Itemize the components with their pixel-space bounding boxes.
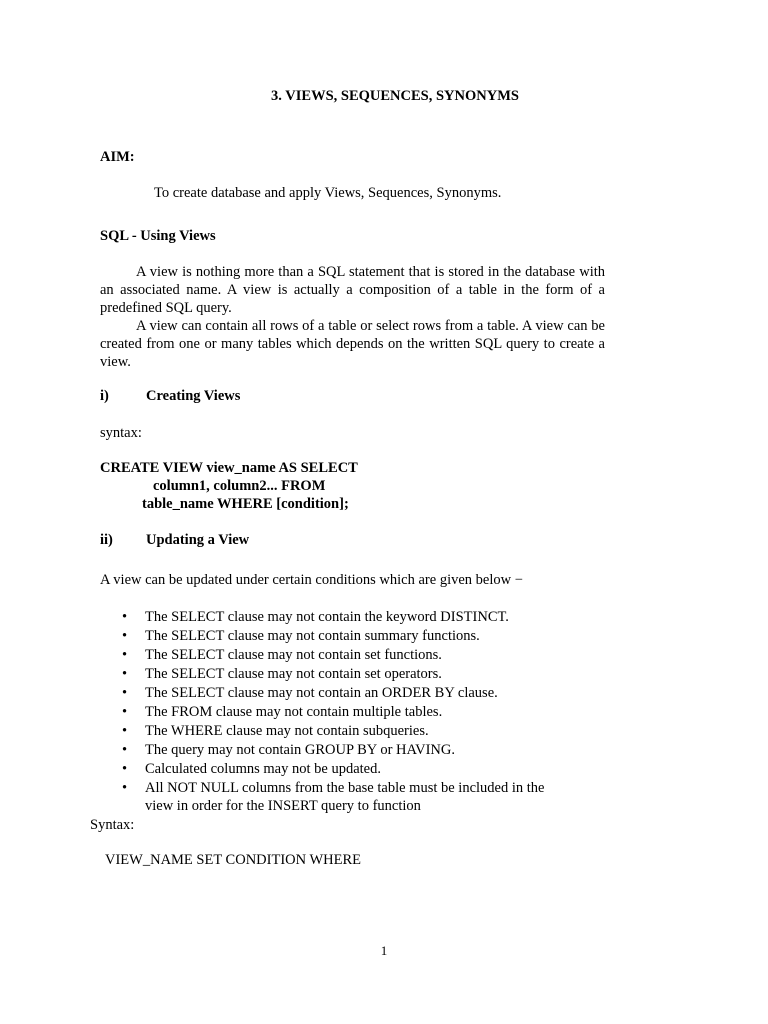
list-item	[100, 703, 585, 722]
list-item	[100, 760, 585, 779]
bullet: •	[122, 628, 128, 644]
syntax-label: syntax:	[100, 425, 142, 441]
list-item	[100, 684, 585, 703]
section-heading: SQL - Using Views	[100, 228, 216, 244]
list-item-text: All NOT NULL columns from the base table must be included in the view in order for the INSERT query to function	[145, 780, 545, 814]
updating-intro: A view can be updated under certain conditions which are given below −	[100, 572, 523, 588]
list-item	[100, 646, 585, 665]
bullet: •	[122, 780, 128, 796]
list-item	[100, 741, 585, 760]
bullet: •	[122, 609, 128, 625]
creating-heading: Creating Views	[146, 388, 241, 404]
page-number: 1	[380, 943, 388, 958]
list-item	[100, 608, 585, 627]
page-title: 3. VIEWS, SEQUENCES, SYNONYMS	[271, 88, 519, 104]
bullet: •	[122, 742, 128, 758]
aim-text: To create database and apply Views, Sequences, Synonyms.	[154, 185, 502, 201]
intro-paragraphs	[100, 263, 605, 371]
list-item-text: Calculated columns may not be updated.	[145, 761, 381, 777]
code-line: table_name WHERE [condition];	[142, 496, 349, 512]
list-item-text: The SELECT clause may not contain the keyword DISTINCT.	[145, 609, 509, 625]
syntax-label-2: Syntax:	[90, 817, 135, 833]
bullet: •	[122, 685, 128, 701]
list-item-text: The SELECT clause may not contain set operators.	[145, 666, 442, 682]
list-item	[100, 627, 585, 646]
intro-paragraph: A view is nothing more than a SQL statement that is stored in the database with an associated name. A view is actually a composition of a table in the form of a predefined SQL query.	[100, 264, 605, 316]
aim-heading: AIM:	[100, 149, 135, 165]
list-item-text: The SELECT clause may not contain summary functions.	[145, 628, 480, 644]
list-item	[100, 665, 585, 684]
list-item	[100, 779, 570, 815]
list-item-text: The SELECT clause may not contain an ORDER BY clause.	[145, 685, 498, 701]
list-item-text: The query may not contain GROUP BY or HAVING.	[145, 742, 455, 758]
bullet: •	[122, 647, 128, 663]
bullet: •	[122, 723, 128, 739]
bullet: •	[122, 704, 128, 720]
list-item-text: The WHERE clause may not contain subqueries.	[145, 723, 429, 739]
creating-number: i)	[100, 388, 109, 404]
list-item-text: The SELECT clause may not contain set functions.	[145, 647, 442, 663]
code-line: column1, column2... FROM	[153, 478, 326, 494]
list-item	[100, 722, 585, 741]
code-line: CREATE VIEW view_name AS SELECT	[100, 460, 358, 476]
updating-number: ii)	[100, 532, 113, 548]
updating-heading: Updating a View	[146, 532, 250, 548]
syntax-line: VIEW_NAME SET CONDITION WHERE	[105, 852, 362, 868]
conditions-list	[100, 608, 585, 815]
bullet: •	[122, 666, 128, 682]
list-item-text: The FROM clause may not contain multiple tables.	[145, 704, 443, 720]
intro-paragraph: A view can contain all rows of a table or select rows from a table. A view can be created from one or many tables which depends on the written SQL query to create a view.	[100, 318, 605, 370]
bullet: •	[122, 761, 128, 777]
